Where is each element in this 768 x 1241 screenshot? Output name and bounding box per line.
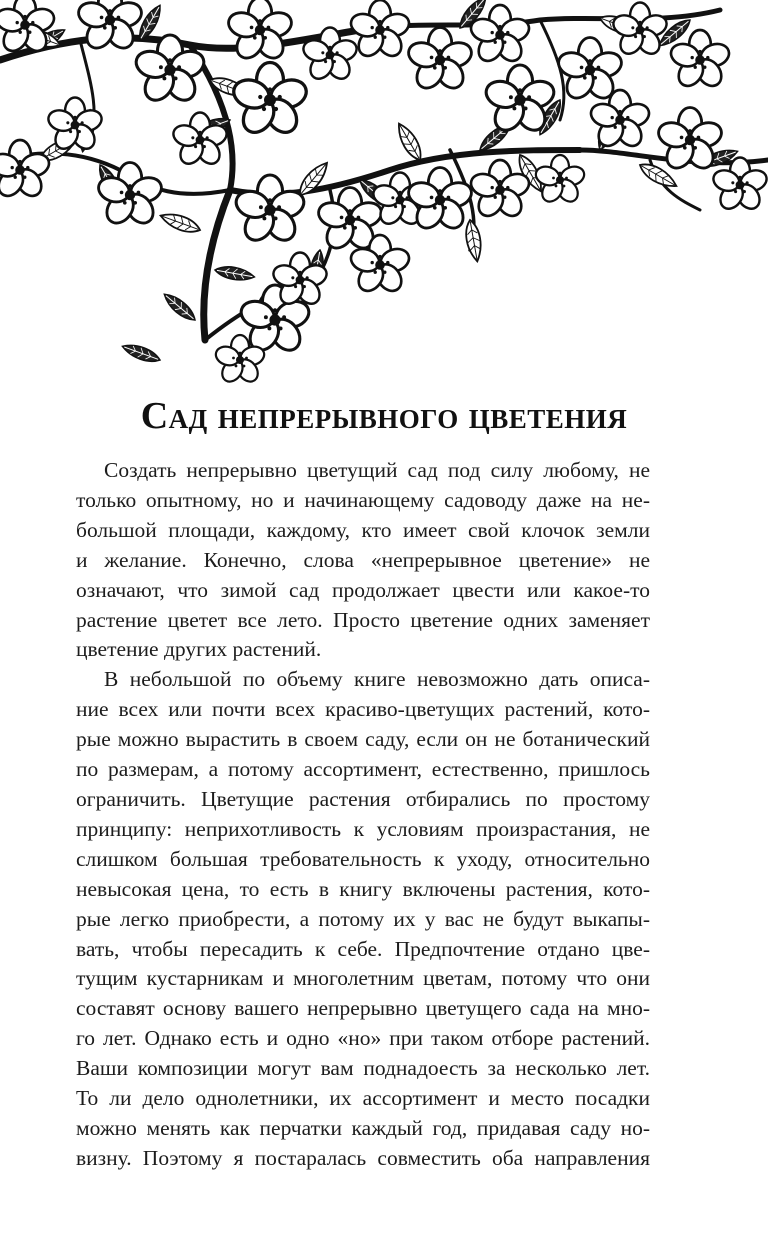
text-line: только опытному, но и начинающему садоводу даже на не- xyxy=(76,487,650,512)
text-line: цветение других растений. xyxy=(76,637,322,662)
text-line: невысокая цена, то есть в книгу включены растения, кото- xyxy=(76,876,650,901)
text-line: рые можно вырастить в своем саду, если он не ботанический xyxy=(76,727,650,752)
text-line: слишком большая требовательность к уходу, относительно xyxy=(76,846,650,871)
text-line: го лет. Однако есть и одно «но» при таком отборе растений. xyxy=(76,1026,650,1051)
page-title: Сад непрерывного цветения xyxy=(140,395,628,437)
text-line: составят основу вашего непрерывно цветущего сада на мно- xyxy=(76,996,650,1021)
body-text xyxy=(76,456,650,1174)
text-line: можно менять как перчатки каждый год, придавая саду но- xyxy=(76,1115,650,1140)
text-line: по размерам, а потому ассортимент, естественно, пришлось xyxy=(76,757,650,782)
text-line: растение цветет все лето. Просто цветение одних заменяет xyxy=(76,607,650,632)
text-line: тущим кустарникам и многолетним цветам, потому что они xyxy=(76,966,650,991)
text-line: принципу: неприхотливость к условиям произрастания, не xyxy=(76,816,650,841)
text-line: большой площади, каждому, кто имеет свой клочок земли xyxy=(76,517,650,542)
text-line: означают, что зимой сад продолжает цвести или какое-то xyxy=(76,577,650,602)
text-line: Ваши композиции могут вам поднадоесть за несколько лет. xyxy=(76,1056,650,1081)
text-line: В небольшой по объему книге невозможно дать описа- xyxy=(104,667,650,692)
text-line: визну. Поэтому я постаралась совместить оба направления xyxy=(76,1145,650,1170)
text-line: То ли дело однолетники, их ассортимент и место посадки xyxy=(76,1086,650,1111)
text-line: Создать непрерывно цветущий сад под силу любому, не xyxy=(104,458,650,482)
text-line: вать, чтобы пересадить к себе. Предпочтение отдано цве- xyxy=(76,936,650,961)
text-line: рые легко приобрести, а потому их у вас не будут выкапы- xyxy=(76,906,650,931)
text-line: и желание. Конечно, слова «непрерывное цветение» не xyxy=(76,547,650,572)
flowering-branch-illustration xyxy=(0,0,768,395)
text-line: ние всех или почти всех красиво-цветущих растений, кото- xyxy=(76,697,650,722)
text-line: ограничить. Цветущие растения отбирались по простому xyxy=(76,786,650,811)
